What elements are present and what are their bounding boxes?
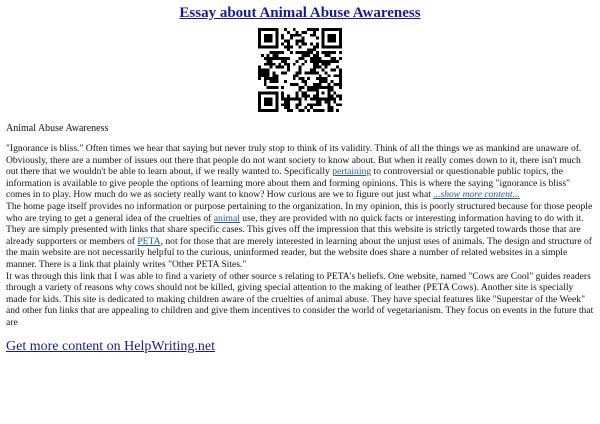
paragraph-1-text-a: "Ignorance is bliss." Often times we hear that saying but never truly stop to think of its validity. Think of all the things we as mankind are unaware of. Obviously, there are a number of issues out there that people do not want society to know about. But when it really comes down to it, there isn't much out there that we wouldn't be able to learn about, if we really wanted to. Specifically <box>6 143 582 178</box>
paragraph-1 <box>6 143 594 201</box>
page-title <box>0 4 600 22</box>
paragraph-3: It was through this link that I was able to find a variety of other source s relating to PETA's beliefs. One website, named "Cows are Cool" guides readers through a variety of reasons why cows should not be killed, giving special attention to the making of leather (PETA Cows). Another site is specially made for kids. This site is dedicated to making children aware of the cruelties of animal abuse. They have special features like "Superstar of the Week" and other fun links that are appealing to children and give them incentives to consider the world of vegetarianism. They focus on events in the future that are <box>6 270 594 328</box>
essay-heading: Animal Abuse Awareness <box>6 123 109 134</box>
link-peta[interactable]: PETA <box>137 235 161 247</box>
get-more-content-link[interactable]: Get more content on HelpWriting.net <box>6 339 215 354</box>
footer <box>6 339 215 355</box>
paragraph-2-text-b: use, they are provided with no quick facts or interesting information having to do with it. They are simply presented with links that share specific cases. This gives off the impression that this website is strictly targeted towards those that are already supporters or members of <box>6 212 584 247</box>
qr-code-graphic <box>258 28 342 112</box>
title-link[interactable]: Essay about Animal Abuse Awareness <box>179 5 421 21</box>
link-animal[interactable]: animal <box>213 212 240 224</box>
qr-code-icon <box>258 28 342 112</box>
paragraph-1-text-b: to controversial or questionable public topics, the information is available to give people the options of learning more about them and forming opinions. This is where the saying "ignorance is bliss" comes in to play. How much do we as society really want to know? How curious are we to figure out just what <box>6 166 570 201</box>
essay-body <box>6 143 594 329</box>
show-more-link[interactable]: ...show more content... <box>433 189 520 201</box>
paragraph-2-text-a: The home page itself provides no information or purpose pertaining to the organization. In my opinion, this is poorly structured because for those people who are trying to get a general idea of the cruelties of <box>6 200 593 224</box>
paragraph-2-text-c: , not for those that are merely interested in learning about the unjust uses of animals. The design and structure of the main website are not necessarily helpful to the curious, uninformed reader, but the website does share a number of related websites in a simple manner. There is a link that plainly writes "Other PETA Sites." <box>6 235 592 270</box>
link-pertaining[interactable]: pertaining <box>332 166 372 178</box>
paragraph-2 <box>6 201 594 271</box>
